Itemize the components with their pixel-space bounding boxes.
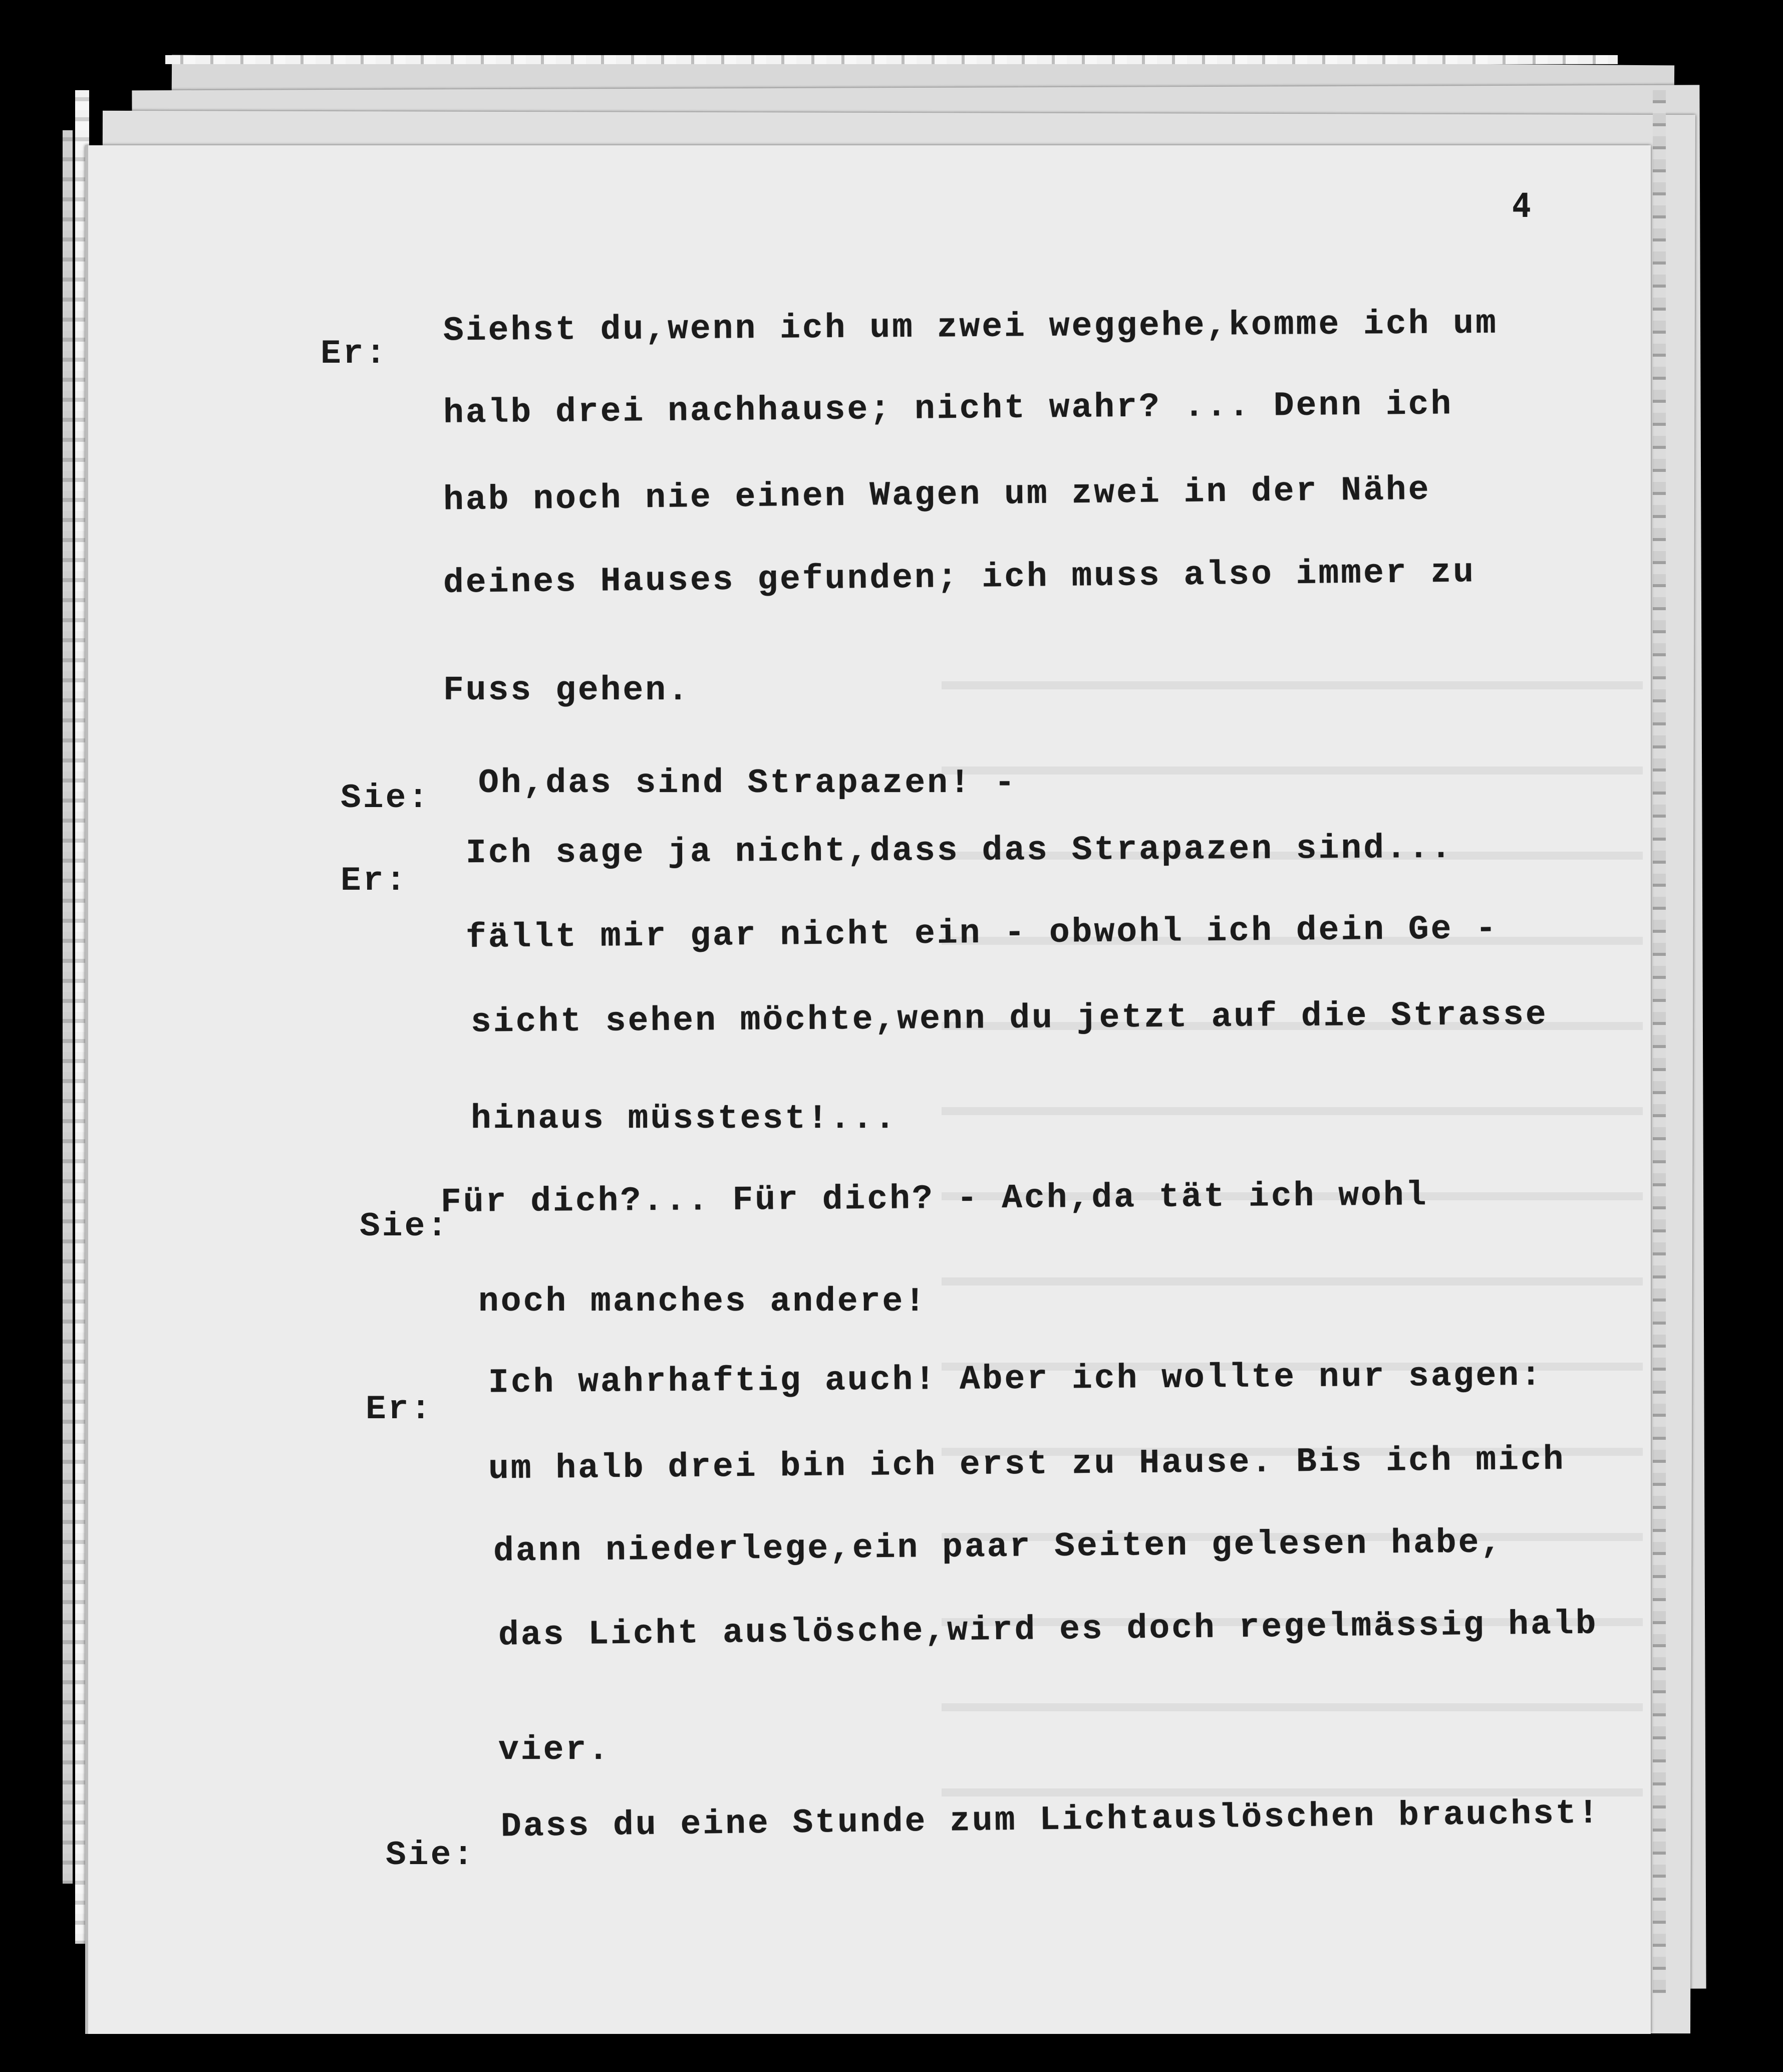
dialogue-line: hinaus müsstest!... xyxy=(471,1100,898,1138)
dialogue-line: vier. xyxy=(498,1731,611,1769)
dialogue-line: halb drei nachhause; nicht wahr? ... Denn ich xyxy=(443,385,1453,433)
speaker-label: Sie: xyxy=(386,1836,476,1875)
torn-edge xyxy=(165,55,1618,64)
page-number: 4 xyxy=(1512,186,1532,225)
dialogue-line: noch manches andere! xyxy=(478,1282,928,1321)
dialogue-line: Für dich?... Für dich? - Ach,da tät ich wohl xyxy=(440,1176,1428,1222)
dialogue-line: Ich wahrhaftig auch! Aber ich wollte nur sagen: xyxy=(488,1356,1544,1403)
speaker-label: Er: xyxy=(321,335,388,373)
dialogue-line: Fuss gehen. xyxy=(443,671,690,710)
dialogue-line: Oh,das sind Strapazen! - xyxy=(478,764,1017,803)
dialogue-line: das Licht auslösche,wird es doch regelmässig halb xyxy=(498,1605,1598,1655)
dialogue-line: dann niederlege,ein paar Seiten gelesen habe, xyxy=(493,1523,1504,1571)
dialogue-line: Siehst du,wenn ich um zwei weggehe,komme ich um xyxy=(443,304,1499,351)
dialogue-line: sicht sehen möchte,wenn du jetzt auf die Strasse xyxy=(470,995,1548,1042)
torn-edge xyxy=(1653,90,1666,1994)
dialogue-line: Ich sage ja nicht,dass das Strapazen sind... xyxy=(465,829,1453,873)
dialogue-line: um halb drei bin ich erst zu Hause. Bis ich mich xyxy=(488,1440,1566,1489)
speaker-label: Sie: xyxy=(360,1207,450,1246)
torn-edge xyxy=(63,130,73,1884)
dialogue-line: Dass du eine Stunde zum Lichtauslöschen brauchst! xyxy=(500,1794,1601,1847)
dialogue-line: fällt mir gar nicht ein - obwohl ich dein Ge - xyxy=(465,910,1499,957)
speaker-label: Er: xyxy=(341,862,408,900)
speaker-label: Sie: xyxy=(341,779,431,818)
speaker-label: Er: xyxy=(366,1390,433,1429)
dialogue-line: hab noch nie einen Wagen um zwei in der Nähe xyxy=(443,470,1431,520)
dialogue-line: deines Hauses gefunden; ich muss also immer zu xyxy=(443,553,1476,603)
